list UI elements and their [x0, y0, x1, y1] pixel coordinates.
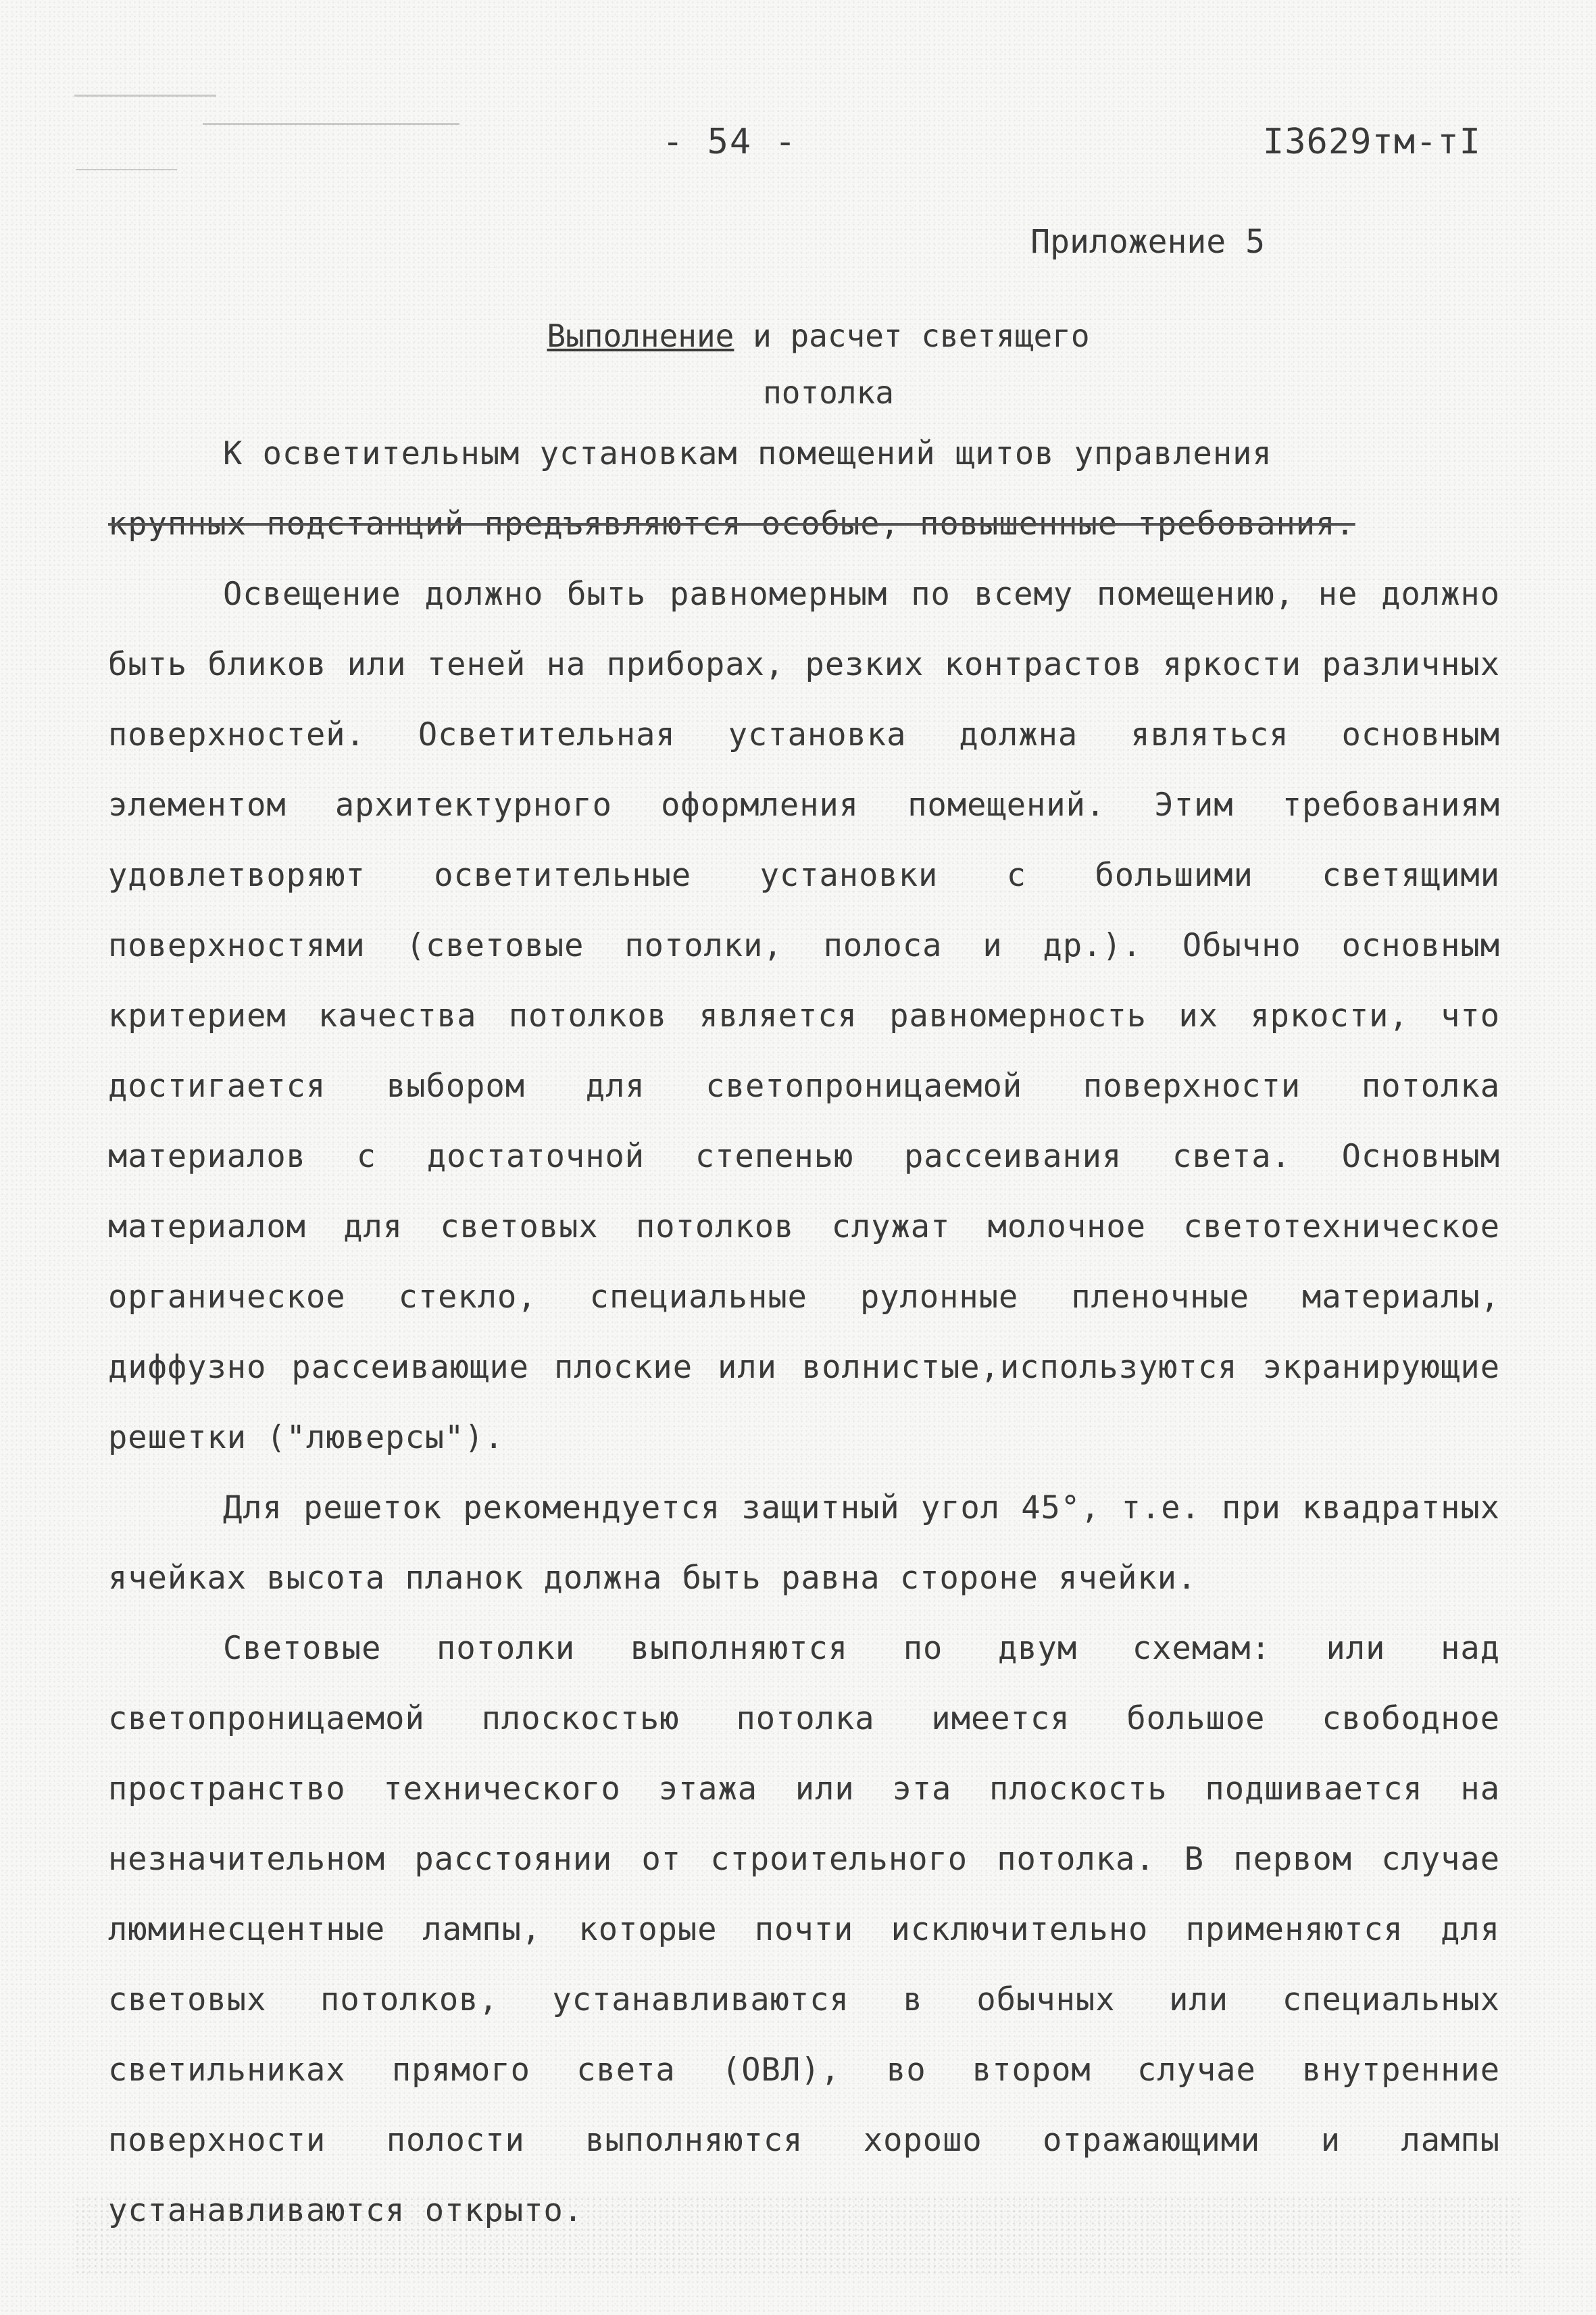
title-line-2: потолка	[763, 374, 894, 411]
paragraph-intro: К осветительным установкам помещений щитов управления	[223, 435, 1272, 472]
title-underlined-word: Выполнение	[547, 318, 734, 354]
paragraph-intro-struck: крупных подстанций предъявляются особые, повышенные требования.	[108, 505, 1355, 543]
paragraph-schemes: Световые потолки выполняются по двум схемам: или над светопроницаемой плоскостью потолка имеется большое свободное пространство технического этажа или эта плоскость подшивается на незначительном расстоянии от строительного потолка. В первом случае люминесцентные лампы, которые почти исключительно применяются для световых потолков, устанавливаются в обычных или специальных светильниках прямого света (ОВЛ), во втором случае внутренние поверхности полости выполняются хорошо отражающими и лампы устанавливаются открыто.	[108, 1630, 1500, 2229]
title-line-1	[0, 307, 1596, 364]
scan-noise-bottom	[74, 2196, 1520, 2277]
scan-mark-top-left	[74, 95, 216, 97]
document-code: I3629тм-тI	[1262, 122, 1481, 162]
document-body	[108, 419, 1500, 2246]
title-line-1-rest: и расчет светящего	[734, 318, 1090, 354]
page-number: - 54 -	[662, 122, 797, 162]
appendix-label: Приложение 5	[1030, 223, 1265, 261]
paragraph-lighting: Освещение должно быть равномерным по всему помещению, не должно быть бликов или теней на приборах, резких контрастов яркости различных поверхностей. Осветительная установка должна являться основным элементом архитектурного оформления помещений. Этим требованиям удовлетворяют осветительные установки с большими светящими поверхностями (световые потолки, полоса и др.). Обычно основным критерием качества потолков является равномерность их яркости, что достигается выбором для светопроницаемой поверхности потолка материалов с достаточной степенью рассеивания света. Основным материалом для световых потолков служат молочное светотехническое органическое стекло, специальные рулонные пленочные материалы, диффузно рассеивающие плоские или волнистые,используются экранирующие решетки ("люверсы").	[108, 576, 1500, 1456]
paragraph-grilles: Для решеток рекомендуется защитный угол 45°, т.е. при квадратных ячейках высота планок должна быть равна стороне ячейки.	[108, 1489, 1500, 1597]
page-header	[0, 122, 1596, 176]
document-title	[0, 307, 1596, 421]
